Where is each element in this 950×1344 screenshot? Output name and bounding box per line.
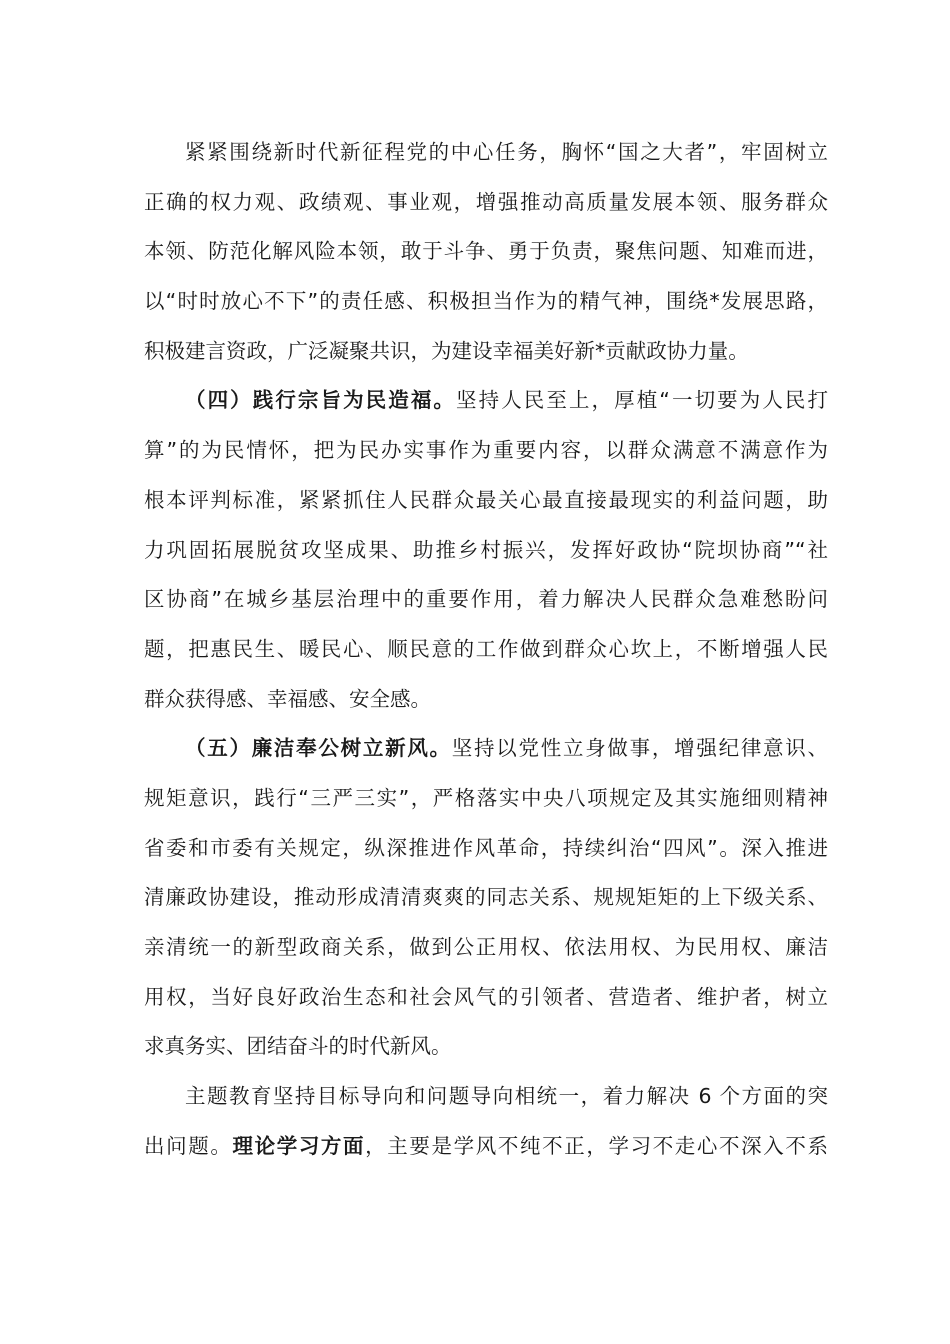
- text-segment: ，主要是学风不纯不正，学习不走心不深入不系: [365, 1133, 829, 1158]
- text-segment: 坚持人民至上，厚植“一切要为人民打: [456, 388, 829, 413]
- text-segment: 求真务实、团结奋斗的时代新风。: [144, 1034, 452, 1059]
- text-line: [144, 625, 828, 675]
- text-segment: 亲清统一的新型政商关系，做到公正用权、依法用权、为民用权、廉洁: [144, 935, 828, 959]
- text-line: [144, 327, 828, 377]
- text-line: [144, 923, 828, 973]
- text-segment: 积极建言资政，广泛凝聚共识，为建设幸福美好新*贡献政协力量。: [144, 338, 749, 363]
- text-line: [144, 824, 828, 874]
- text-line: [144, 227, 828, 277]
- text-segment: 本领、防范化解风险本领，敢于斗争、勇于负责，聚焦问题、知难而进，: [144, 239, 828, 264]
- bold-heading-text: 理论学习方面: [232, 1133, 366, 1158]
- text-line: [144, 178, 828, 228]
- text-line: [144, 973, 828, 1023]
- text-line: [144, 476, 828, 526]
- text-segment: 力巩固拓展脱贫攻坚成果、助推乡村振兴，发挥好政协“院坝协商”“社: [144, 537, 828, 562]
- text-segment: 清廉政协建设，推动形成清清爽爽的同志关系、规规矩矩的上下级关系、: [144, 885, 828, 910]
- paragraph-section-four: [144, 376, 828, 724]
- text-segment: 紧紧围绕新时代新征程党的中心任务，胸怀“国之大者”，牢固树立: [185, 140, 828, 164]
- text-segment: 出问题。: [144, 1133, 233, 1158]
- text-line: [144, 277, 828, 327]
- text-segment: 根本评判标准，紧紧抓住人民群众最关心最直接最现实的利益问题，助: [144, 487, 828, 512]
- text-line: [144, 526, 828, 576]
- text-segment: 规矩意识，践行“三严三实”，严格落实中央八项规定及其实施细则精神: [144, 785, 828, 810]
- text-segment: 用权，当好良好政治生态和社会风气的引领者、营造者、维护者，树立: [144, 984, 828, 1009]
- text-segment: 主题教育坚持目标导向和问题导向相统一，着力解决 6 个方面的突: [185, 1084, 828, 1109]
- text-line: [144, 724, 828, 774]
- text-segment: 群众获得感、幸福感、安全感。: [144, 686, 431, 711]
- text-segment: 以“时时放心不下”的责任感、积极担当作为的精气神，围绕*发展思路，: [144, 289, 828, 314]
- document-body: [144, 128, 828, 1171]
- text-segment: 坚持以党性立身做事，增强纪律意识、: [451, 736, 829, 761]
- paragraph-mission: [144, 128, 828, 376]
- text-segment: 区协商”在城乡基层治理中的重要作用，着力解决人民群众急难愁盼问: [144, 587, 828, 612]
- text-segment: 省委和市委有关规定，纵深推进作风革命，持续纠治“四风”。深入推进: [144, 835, 828, 860]
- text-line: [144, 1072, 828, 1122]
- text-line: [144, 575, 828, 625]
- text-line: [144, 1122, 828, 1172]
- text-line: [144, 675, 828, 725]
- text-segment: 算”的为民情怀，把为民办实事作为重要内容，以群众满意不满意作为: [144, 438, 828, 463]
- paragraph-section-five: [144, 724, 828, 1072]
- text-line: [144, 873, 828, 923]
- text-line: [144, 1022, 828, 1072]
- paragraph-education-problems: [144, 1072, 828, 1171]
- text-line: [144, 376, 828, 426]
- text-segment: 题，把惠民生、暖民心、顺民意的工作做到群众心坎上，不断增强人民: [144, 636, 828, 661]
- bold-heading-text: （四）践行宗旨为民造福。: [185, 388, 457, 413]
- text-segment: 正确的权力观、政绩观、事业观，增强推动高质量发展本领、服务群众: [144, 189, 828, 214]
- text-line: [144, 774, 828, 824]
- text-line: [144, 128, 828, 178]
- text-line: [144, 426, 828, 476]
- bold-heading-text: （五）廉洁奉公树立新风。: [185, 736, 452, 761]
